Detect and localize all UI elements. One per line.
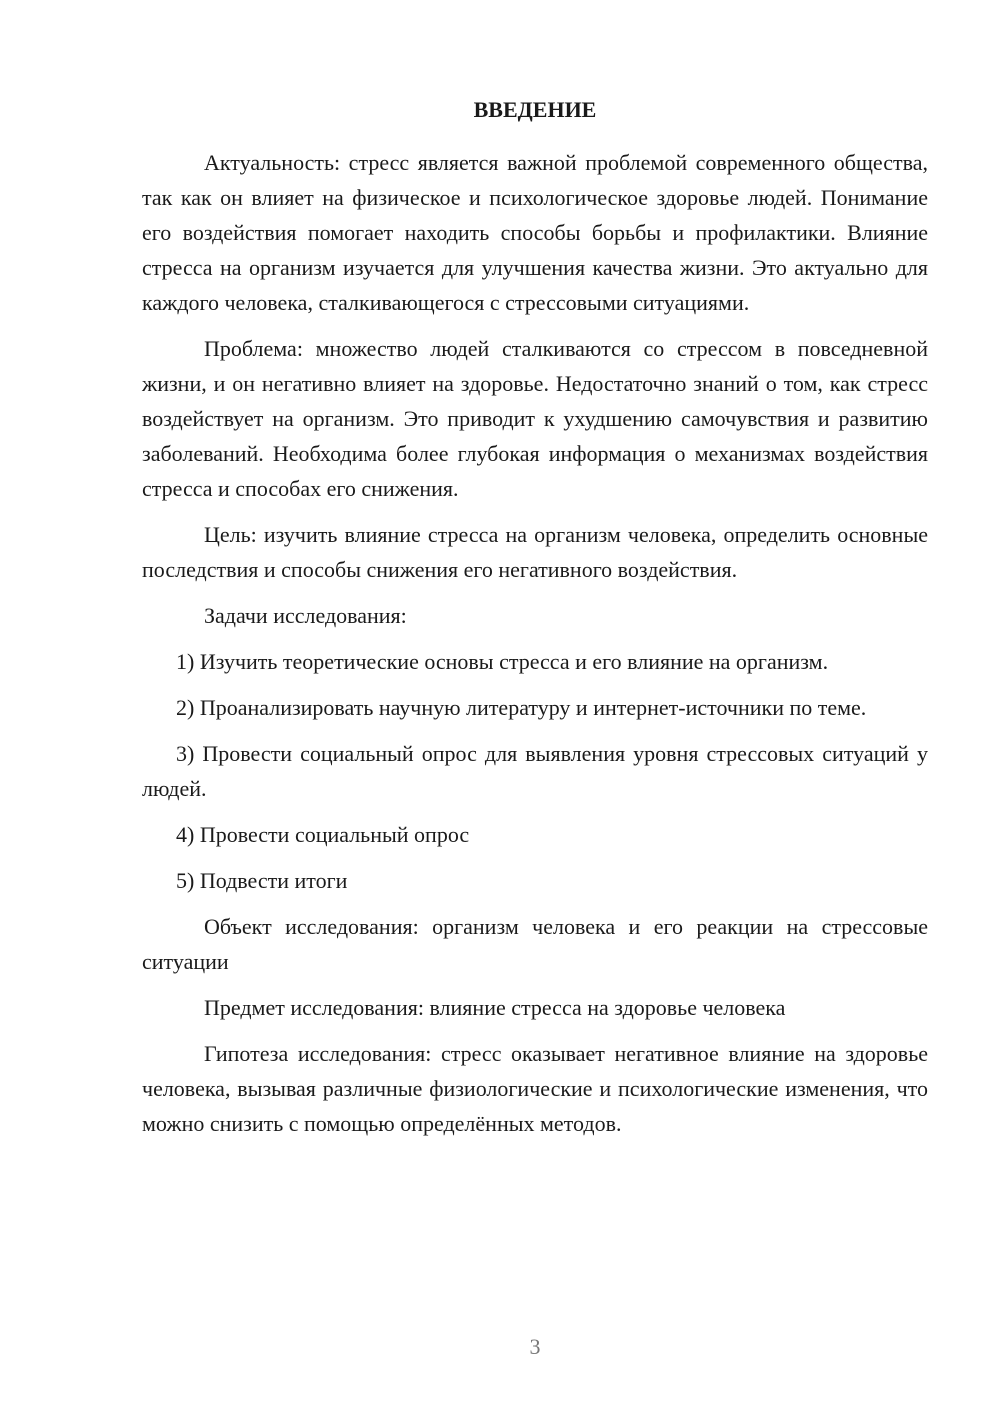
hypothesis-paragraph: Гипотеза исследования: стресс оказывает негативное влияние на здоровье человека, вызывая различные физиологические и психологические изменения, что можно снизить с помощью определённых методов. xyxy=(142,1041,928,1136)
task-item: 1) Изучить теоретические основы стресса и его влияние на организм. xyxy=(176,649,829,674)
relevance-paragraph: Актуальность: стресс является важной проблемой современного общества, так как он влияет на физическое и психологическое здоровье людей. Понимание его воздействия помогает находить способы борьбы и профилактики. Влияние стресса на организм изучается для улучшения качества жизни. Это актуально для каждого человека, сталкивающегося с стрессовыми ситуациями. xyxy=(142,150,928,315)
task-item: 3) Провести социальный опрос для выявления уровня стрессовых ситуаций у людей. xyxy=(142,741,928,801)
subject-paragraph: Предмет исследования: влияние стресса на здоровье человека xyxy=(204,995,786,1020)
goal-paragraph: Цель: изучить влияние стресса на организм человека, определить основные последствия и способы снижения его негативного воздействия. xyxy=(142,522,928,582)
page-title: ВВЕДЕНИЕ xyxy=(473,97,597,122)
problem-paragraph: Проблема: множество людей сталкиваются со стрессом в повседневной жизни, и он негативно влияет на здоровье. Недостаточно знаний о том, как стресс воздействует на организм. Это приводит к ухудшению самочувствия и развитию заболеваний. Необходима более глубокая информация о механизмах воздействия стресса и способах его снижения. xyxy=(142,336,928,501)
page-number: 3 xyxy=(529,1334,541,1359)
object-paragraph: Объект исследования: организм человека и его реакции на стрессовые ситуации xyxy=(142,914,928,974)
document-page xyxy=(142,92,928,1152)
tasks-heading: Задачи исследования: xyxy=(204,603,407,628)
task-item: 4) Провести социальный опрос xyxy=(176,822,470,847)
task-item: 5) Подвести итоги xyxy=(176,868,348,893)
task-item: 2) Проанализировать научную литературу и интернет-источники по теме. xyxy=(176,695,867,720)
